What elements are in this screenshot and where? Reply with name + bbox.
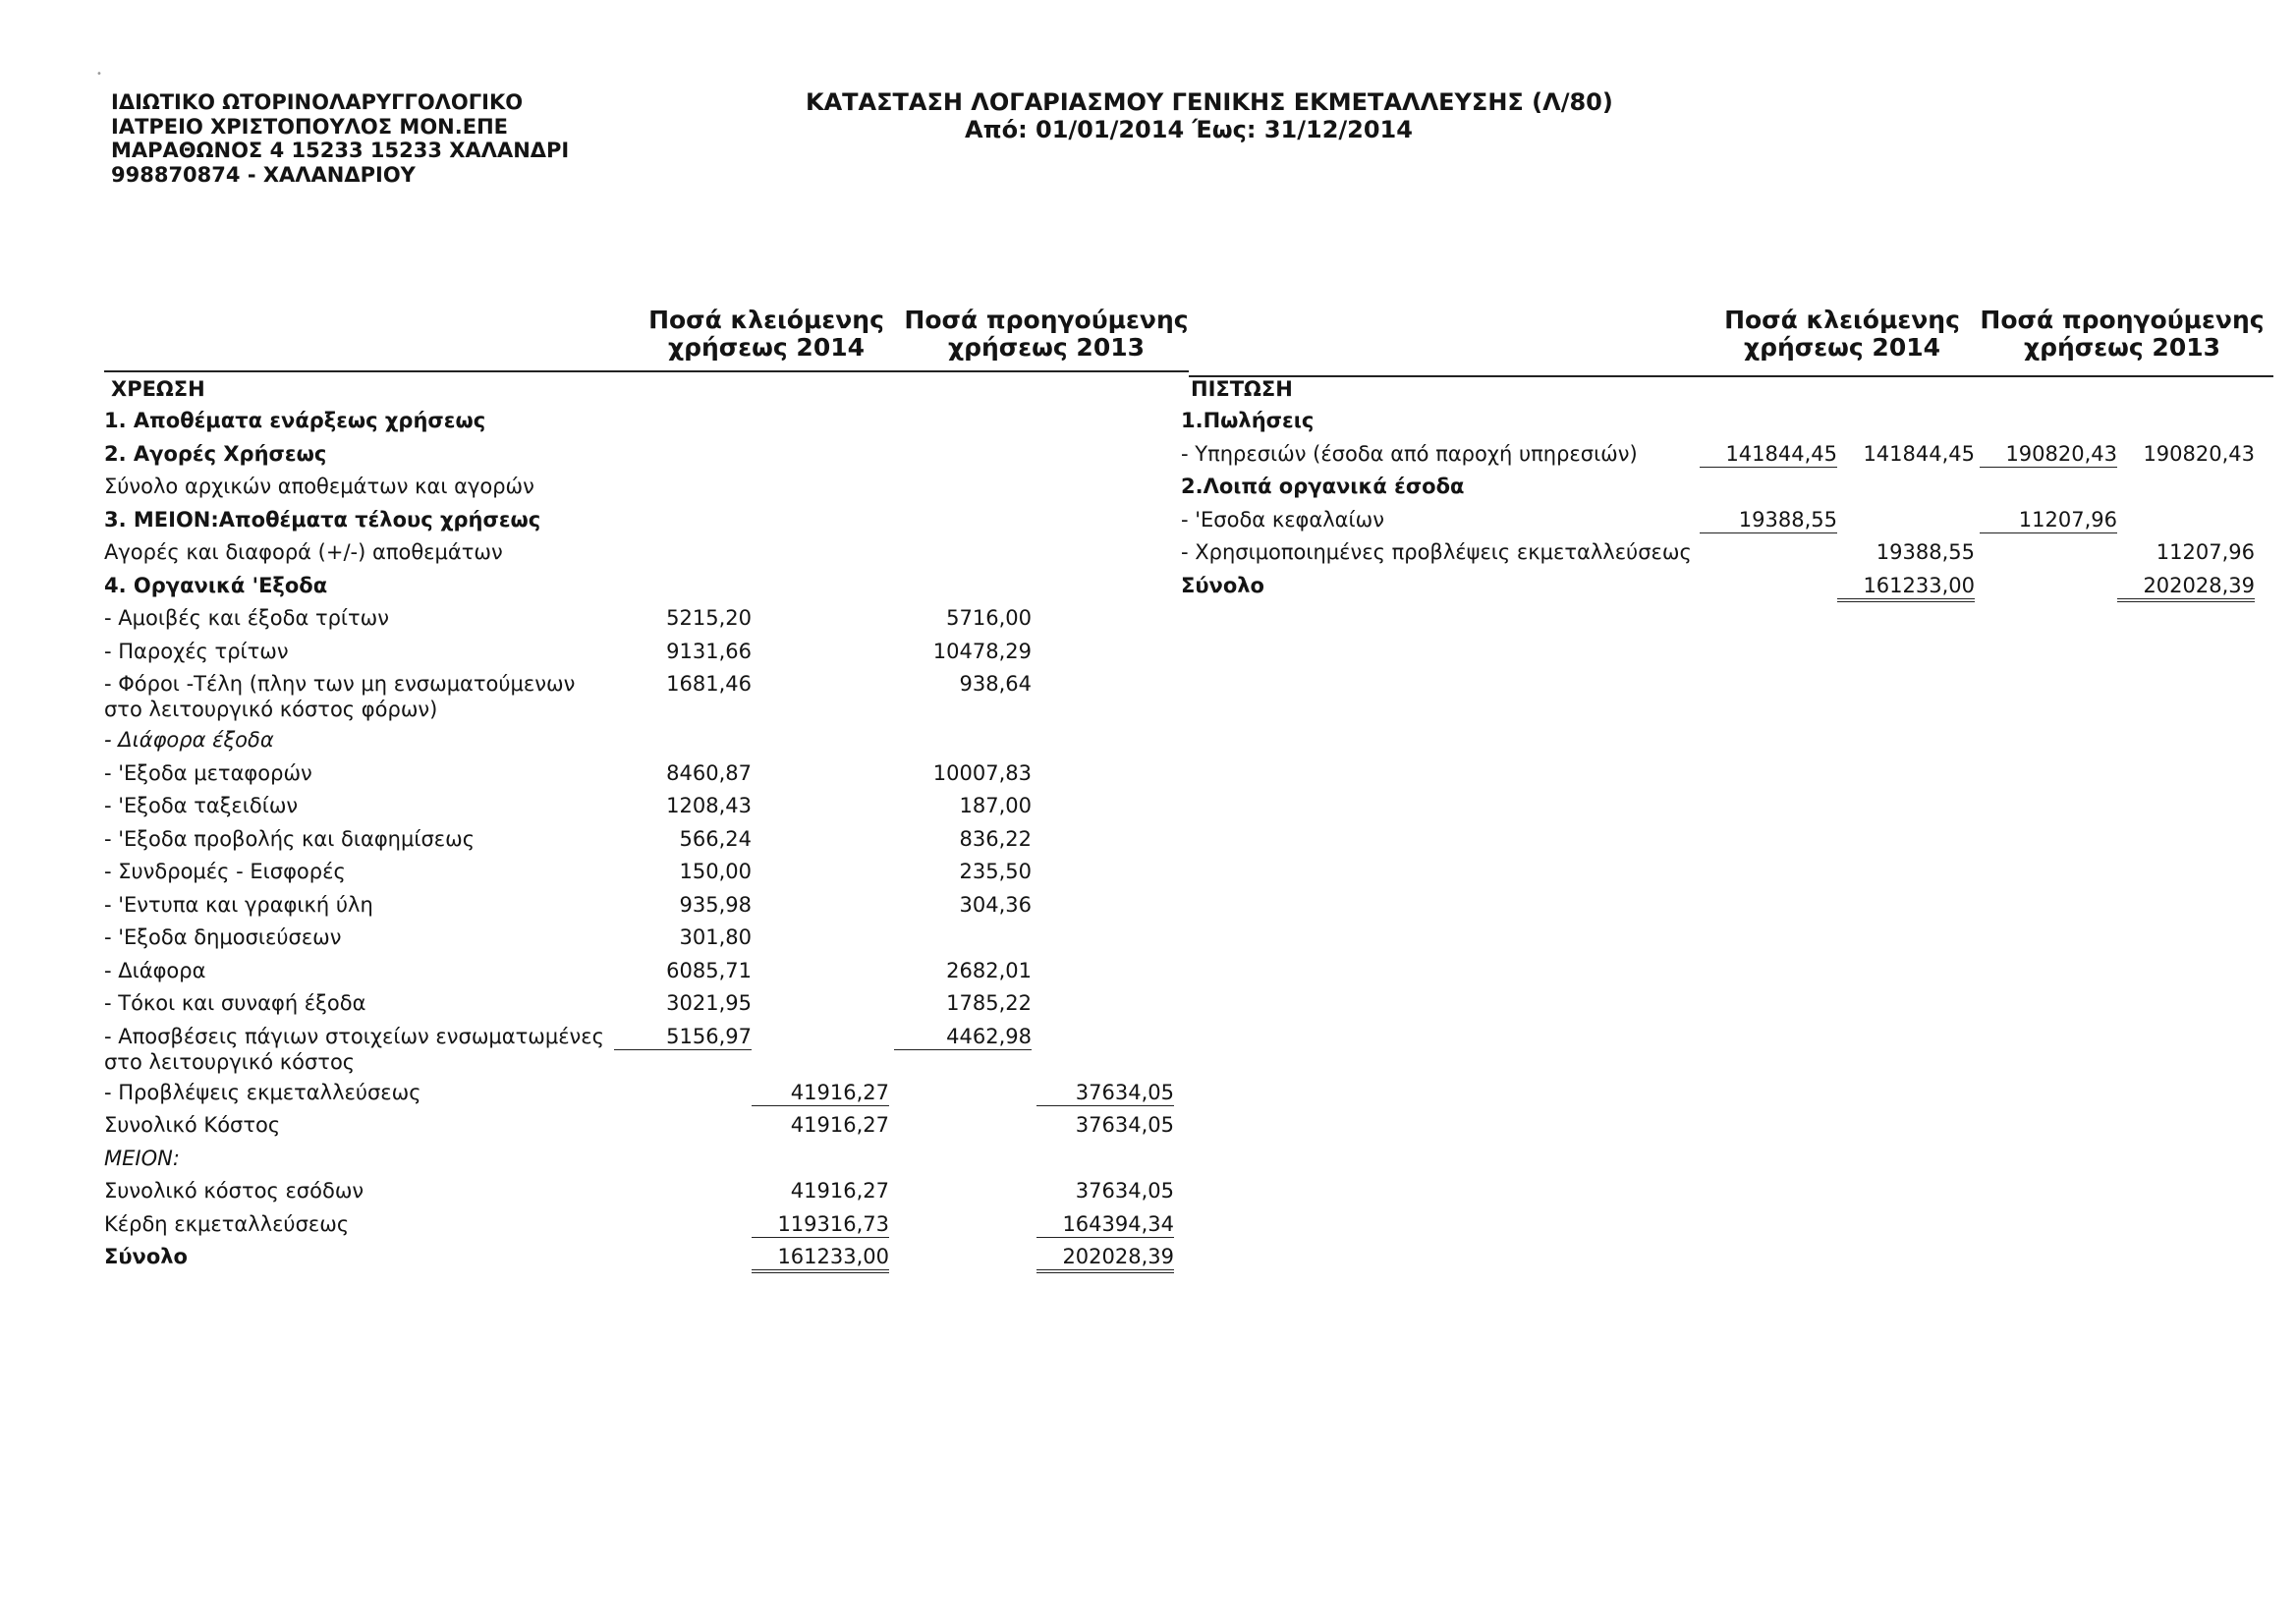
debit-row-label: - Αποσβέσεις πάγιων στοιχείων ενσωματωμένες στο λειτουργικό κόστος (104, 1024, 604, 1074)
debit-row-amount: 41916,27 (752, 1080, 889, 1106)
company-line-2: ΙΑΤΡΕΙΟ ΧΡΙΣΤΟΠΟΥΛΟΣ ΜΟΝ.ΕΠΕ (111, 114, 508, 139)
credit-col-previous-header: Ποσά προηγούμενης χρήσεως 2013 (1980, 306, 2265, 362)
credit-row-label: Σύνολο (1181, 573, 1264, 597)
credit-row-amount: 202028,39 (2117, 573, 2255, 602)
debit-row-amount: 202028,39 (1036, 1244, 1174, 1273)
credit-row-amount: 141844,45 (1863, 441, 1975, 466)
debit-row-amount: 37634,05 (1075, 1179, 1174, 1203)
debit-col-previous-header: Ποσά προηγούμενης χρήσεως 2013 (904, 306, 1189, 362)
company-line-4: 998870874 - ΧΑΛΑΝΔΡΙΟΥ (111, 162, 416, 187)
debit-row-label: Σύνολο (104, 1245, 188, 1268)
debit-row-amount: 161233,00 (752, 1244, 889, 1273)
debit-row-label: 3. ΜΕΙΟΝ:Αποθέματα τέλους χρήσεως (104, 507, 541, 532)
debit-row-amount: 3021,95 (666, 991, 752, 1015)
credit-row-amount: 161233,00 (1837, 573, 1975, 602)
debit-row-amount: 37634,05 (1036, 1080, 1174, 1106)
debit-row-label: - Διάφορα (104, 958, 206, 982)
debit-row-label: - 'Εξοδα δημοσιεύσεων (104, 925, 342, 949)
credit-row-label: - Υπηρεσιών (έσοδα από παροχή υπηρεσιών) (1181, 441, 1638, 466)
credit-row-amount: 11207,96 (1980, 507, 2117, 533)
debit-row-amount: 37634,05 (1075, 1113, 1174, 1137)
debit-row-label: - 'Εξοδα προβολής και διαφημίσεως (104, 826, 476, 851)
statement-period: Από: 01/01/2014 Έως: 31/12/2014 (965, 116, 1413, 143)
debit-row-label: - Συνδρομές - Εισφορές (104, 860, 346, 883)
debit-col-current-header: Ποσά κλειόμενης χρήσεως 2014 (648, 306, 884, 362)
debit-row-amount: 41916,27 (790, 1179, 889, 1203)
debit-row-amount: 836,22 (959, 826, 1032, 851)
debit-row-label: Συνολικό Κόστος (104, 1113, 281, 1137)
credit-header-rule (1189, 375, 2273, 377)
statement-title-block (806, 88, 1613, 143)
debit-row-label: - Παροχές τρίτων (104, 639, 289, 663)
credit-row-label: - 'Εσοδα κεφαλαίων (1181, 507, 1384, 532)
debit-row-label: Συνολικό κόστος εσόδων (104, 1179, 364, 1203)
debit-row-amount: 4462,98 (894, 1024, 1032, 1050)
debit-row-label: - 'Εξοδα ταξειδίων (104, 794, 299, 817)
debit-row-amount: 10478,29 (932, 639, 1032, 663)
debit-row-label: 1. Αποθέματα ενάρξεως χρήσεως (104, 409, 486, 432)
credit-row-amount: 141844,45 (1700, 441, 1837, 468)
debit-row-amount: 9131,66 (666, 639, 752, 663)
debit-row-amount: 5215,20 (666, 606, 752, 630)
debit-row-label: Αγορές και διαφορά (+/-) αποθεμάτων (104, 540, 503, 564)
company-info (111, 90, 569, 187)
credit-row-label: 1.Πωλήσεις (1181, 409, 1315, 432)
credit-row-amount: 190820,43 (1980, 441, 2117, 468)
debit-row-amount: 150,00 (679, 860, 752, 883)
debit-row-label: Σύνολο αρχικών αποθεμάτων και αγορών (104, 475, 534, 498)
debit-row-amount: 304,36 (959, 892, 1032, 917)
credit-col-current-header: Ποσά κλειόμενης χρήσεως 2014 (1724, 306, 1960, 362)
debit-header-rule (104, 370, 1189, 372)
credit-row-amount: 190820,43 (2143, 441, 2255, 466)
debit-row-amount: 119316,73 (752, 1211, 889, 1238)
debit-row-amount: 1681,46 (666, 672, 752, 696)
debit-row-label: - Τόκοι και συναφή έξοδα (104, 991, 366, 1015)
debit-row-label: - Αμοιβές και έξοδα τρίτων (104, 606, 390, 630)
credit-heading: ΠΙΣΤΩΣΗ (1191, 377, 1293, 401)
debit-row-label: 2. Αγορές Χρήσεως (104, 441, 327, 466)
debit-row-label: ΜΕΙΟΝ: (104, 1146, 180, 1170)
debit-row-amount: 1785,22 (946, 991, 1032, 1015)
credit-row-label: 2.Λοιπά οργανικά έσοδα (1181, 475, 1465, 498)
debit-row-amount: 938,64 (959, 672, 1032, 696)
debit-row-amount: 301,80 (679, 925, 752, 949)
credit-row-amount: 11207,96 (2156, 540, 2255, 564)
debit-row-amount: 2682,01 (946, 958, 1032, 982)
debit-row-label: - 'Εξοδα μεταφορών (104, 760, 312, 785)
debit-row-amount: 10007,83 (932, 760, 1032, 785)
credit-row-label: - Χρησιμοποιημένες προβλέψεις εκμεταλλεύσεως (1181, 540, 1692, 564)
debit-row-amount: 8460,87 (666, 760, 752, 785)
credit-row-amount: 19388,55 (1700, 507, 1837, 533)
company-line-3: ΜΑΡΑΘΩΝΟΣ 4 15233 15233 ΧΑΛΑΝΔΡΙ (111, 139, 570, 162)
debit-row-amount: 41916,27 (790, 1113, 889, 1137)
debit-row-label: Κέρδη εκμεταλλεύσεως (104, 1211, 350, 1236)
company-line-1: ΙΔΙΩΤΙΚΟ ΩΤΟΡΙΝΟΛΑΡΥΓΓΟΛΟΓΙΚΟ (111, 90, 524, 114)
debit-row-amount: 935,98 (679, 892, 752, 917)
credit-row-amount: 19388,55 (1876, 540, 1975, 564)
debit-row-amount: 6085,71 (666, 958, 752, 982)
debit-row-amount: 235,50 (959, 860, 1032, 883)
debit-row-amount: 164394,34 (1036, 1211, 1174, 1238)
debit-row-amount: 187,00 (959, 794, 1032, 817)
debit-row-label: - Φόροι -Τέλη (πλην των μη ενσωματούμενων στο λειτουργικό κόστος φόρων) (104, 672, 576, 721)
statement-title: ΚΑΤΑΣΤΑΣΗ ΛΟΓΑΡΙΑΣΜΟΥ ΓΕΝΙΚΗΣ ΕΚΜΕΤΑΛΛΕΥΣΗΣ (Λ/80) (806, 88, 1613, 116)
debit-row-label: - 'Εντυπα και γραφική ύλη (104, 892, 373, 917)
debit-row-amount: 5156,97 (614, 1024, 752, 1050)
debit-row-label: - Διάφορα έξοδα (104, 728, 274, 752)
scan-speck: • (96, 69, 102, 80)
debit-row-label: - Προβλέψεις εκμεταλλεύσεως (104, 1080, 421, 1104)
debit-row-amount: 5716,00 (946, 606, 1032, 630)
debit-row-label: 4. Οργανικά 'Εξοδα (104, 573, 328, 597)
debit-row-amount: 566,24 (679, 826, 752, 851)
debit-row-amount: 1208,43 (666, 794, 752, 817)
debit-heading: ΧΡΕΩΣΗ (111, 377, 205, 401)
